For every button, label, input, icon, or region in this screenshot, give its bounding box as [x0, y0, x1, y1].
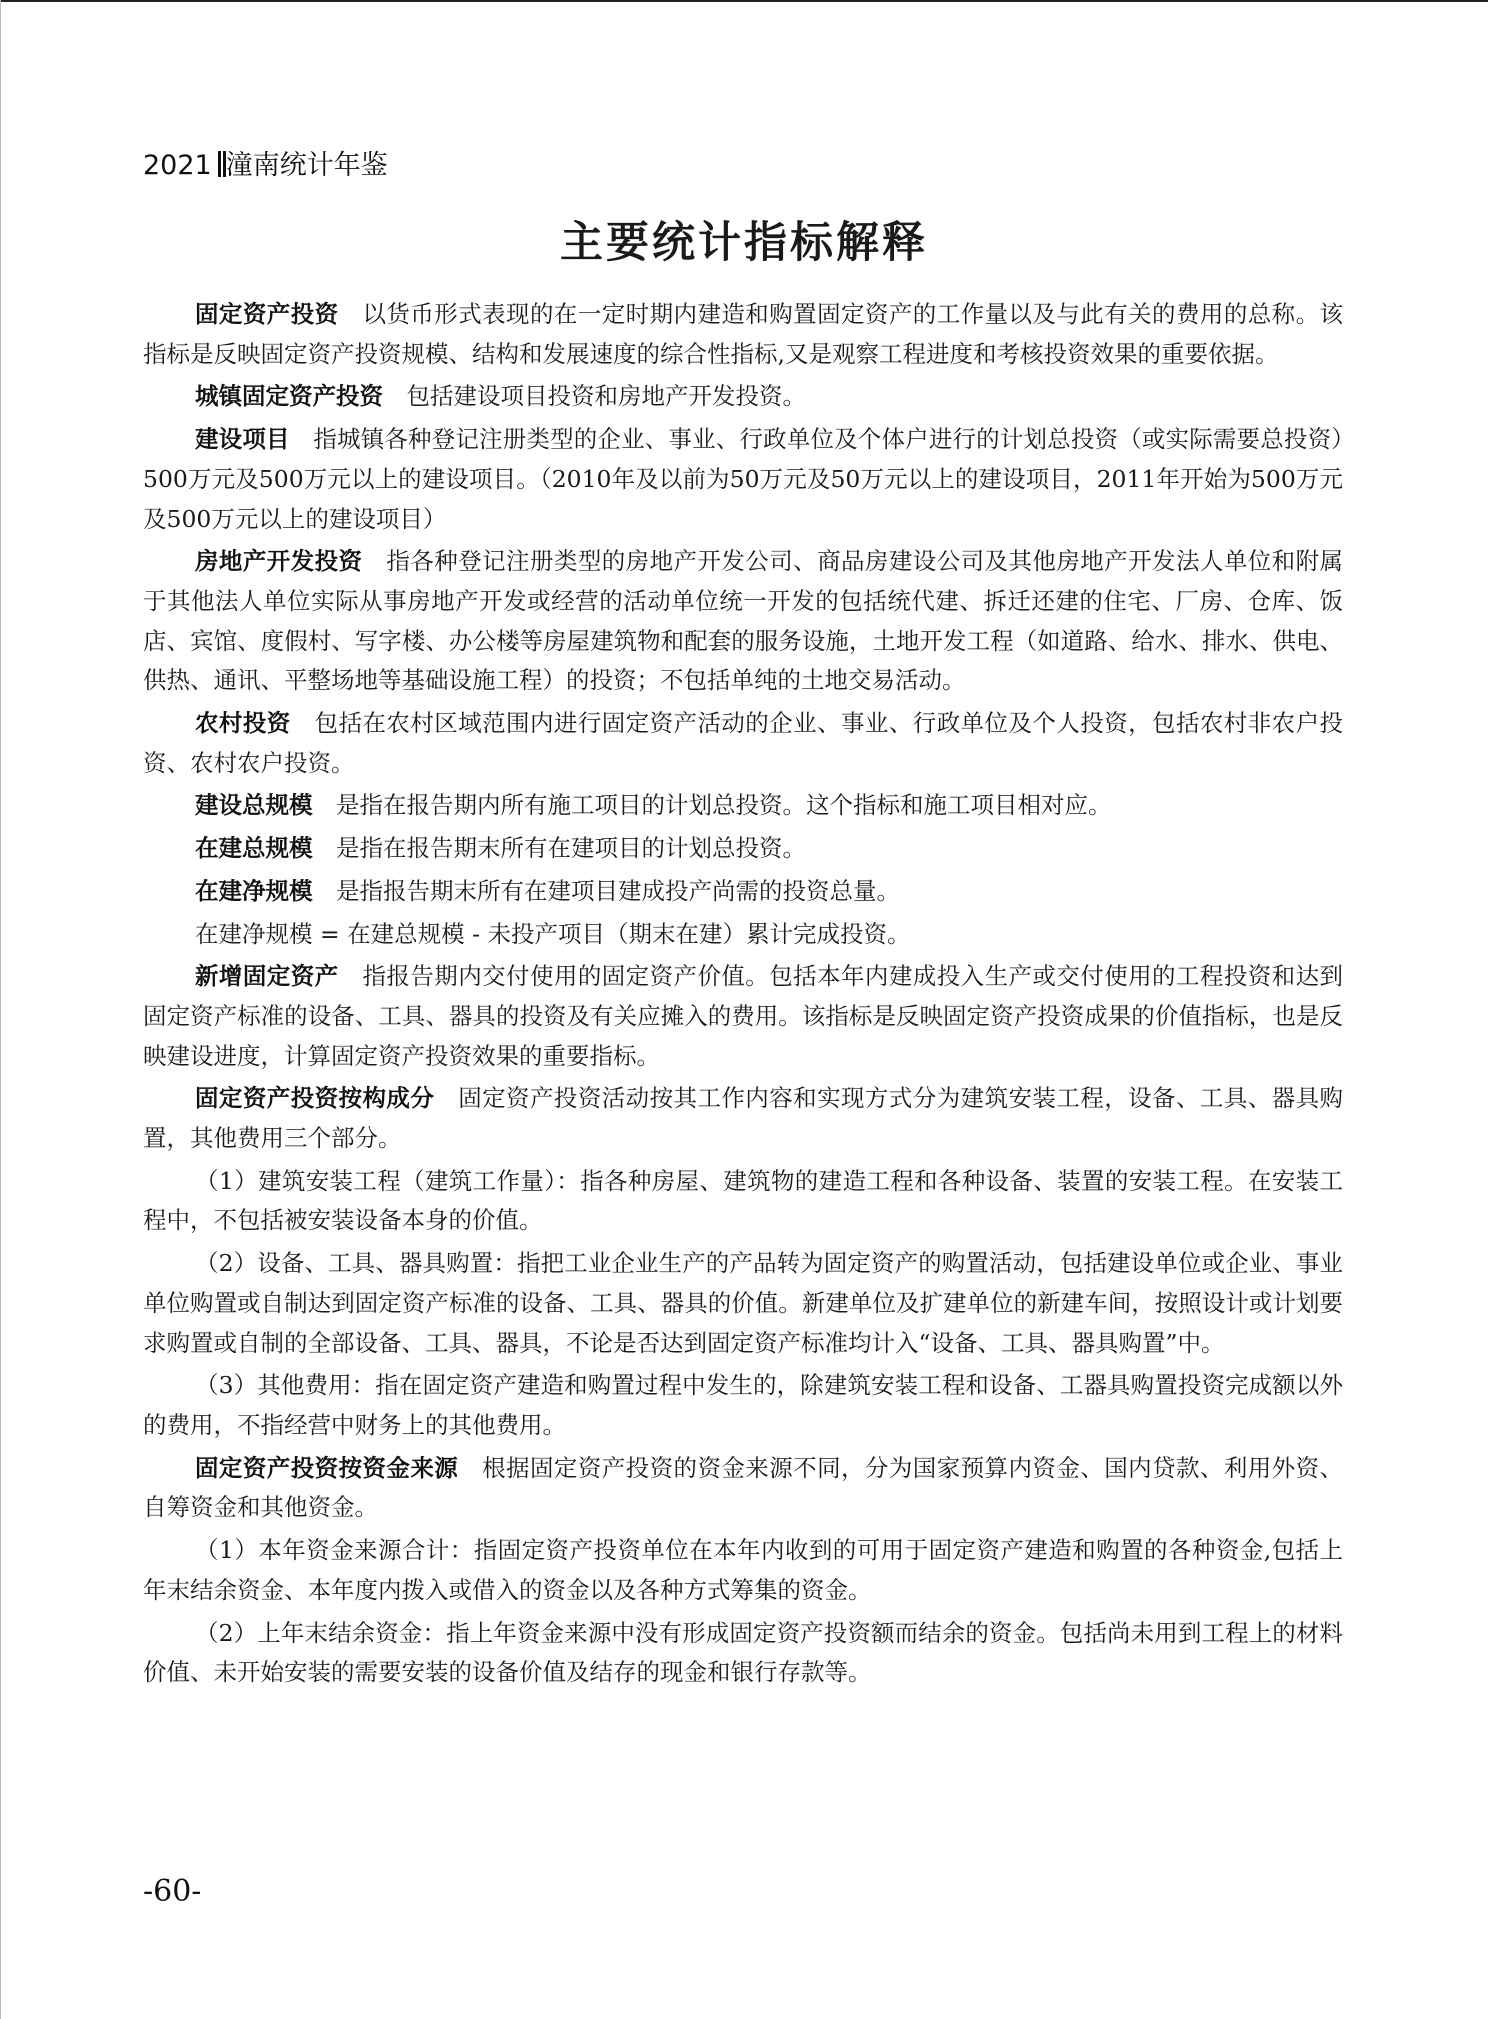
definition: 指城镇各种登记注册类型的企业、事业、行政单位及个体户进行的计划总投资（或实际需要总投资）500万元及500万元以上的建设项目。（2010年及以前为50万元及50万元以上的建设项目，2011年开始为500万元及500万元以上的建设项目）: [143, 425, 1343, 533]
paragraph: [143, 295, 1343, 374]
list-paragraph: [143, 1531, 1343, 1610]
term: 固定资产投资按资金来源: [195, 1453, 459, 1482]
definition: （3）其他费用：指在固定资产建造和购置过程中发生的，除建筑安装工程和设备、工器具购置投资完成额以外的费用，不指经营中财务上的其他费用。: [143, 1371, 1343, 1439]
term: 农村投资: [195, 709, 291, 738]
term: 在建净规模: [195, 876, 313, 905]
definition: 指各种登记注册类型的房地产开发公司、商品房建设公司及其他房地产开发法人单位和附属于其他法人单位实际从事房地产开发或经营的活动单位统一开发的包括统代建、拆迁还建的住宅、厂房、仓库、饭店、宾馆、度假村、写字楼、办公楼等房屋建筑物和配套的服务设施，土地开发工程（如道路、给水、排水、供电、供热、通讯、平整场地等基础设施工程）的投资；不包括单纯的土地交易活动。: [143, 547, 1344, 695]
term: 城镇固定资产投资: [195, 382, 383, 411]
definition: 是指在报告期内所有施工项目的计划总投资。这个指标和施工项目相对应。: [336, 791, 1112, 820]
paragraph: [143, 377, 1343, 417]
top-border: [0, 0, 1488, 2]
paragraph: [143, 420, 1343, 539]
definition: （2）上年末结余资金：指上年资金来源中没有形成固定资产投资额而结余的资金。包括尚未用到工程上的材料价值、未开始安装的需要安装的设备价值及结存的现金和银行存款等。: [143, 1618, 1343, 1687]
definition: （2）设备、工具、器具购置：指把工业企业生产的产品转为固定资产的购置活动，包括建设单位或企业、事业单位购置或自制达到固定资产标准的设备、工具、器具的价值。新建单位及扩建单位的新建车间，按照设计或计划要求购置或自制的全部设备、工具、器具，不论是否达到固定资产标准均计入“设备、工具、器具购置”中。: [143, 1249, 1343, 1357]
list-paragraph: [143, 1162, 1343, 1241]
paragraph: [143, 1079, 1343, 1158]
paragraph: [143, 872, 1343, 912]
header-book-title: 潼南统计年鉴: [225, 150, 388, 181]
paragraph: [143, 786, 1343, 826]
page-title: 主要统计指标解释: [560, 218, 928, 268]
definition: 以货币形式表现的在一定时期内建造和购置固定资产的工作量以及与此有关的费用的总称。该指标是反映固定资产投资规模、结构和发展速度的综合性指标,又是观察工程进度和考核投资效果的重要依据。: [143, 300, 1344, 368]
page-number: -60-: [143, 1874, 202, 1909]
list-paragraph: [143, 1244, 1343, 1363]
term: 建设项目: [195, 425, 290, 454]
definition: 包括在农村区域范围内进行固定资产活动的企业、事业、行政单位及个人投资，包括农村非农户投资、农村农户投资。: [143, 709, 1344, 777]
term: 固定资产投资: [195, 300, 339, 328]
definition: （1）本年资金来源合计：指固定资产投资单位在本年内收到的可用于固定资产建造和购置的各种资金,包括上年末结余资金、本年度内拨入或借入的资金以及各种方式筹集的资金。: [143, 1536, 1343, 1604]
paragraph: [143, 1449, 1343, 1528]
term: 固定资产投资按构成分: [195, 1084, 435, 1113]
running-header: [143, 148, 388, 184]
list-paragraph: [143, 1614, 1343, 1693]
paragraph: [143, 829, 1343, 869]
definition: 固定资产投资活动按其工作内容和实现方式分为建筑安装工程，设备、工具、器具购置，其他费用三个部分。: [143, 1084, 1344, 1153]
left-border: [0, 0, 1, 2019]
definition: 包括建设项目投资和房地产开发投资。: [406, 382, 806, 411]
header-year: 2021: [143, 150, 212, 181]
article-body: [143, 295, 1343, 1693]
term: 在建总规模: [195, 834, 313, 863]
term: 建设总规模: [195, 791, 313, 820]
list-paragraph: [143, 1366, 1343, 1445]
header-separator: [212, 148, 226, 184]
term: 新增固定资产: [195, 962, 339, 991]
definition: 是指在报告期末所有在建项目的计划总投资。: [336, 834, 806, 863]
definition: 是指报告期末所有在建项目建成投产尚需的投资总量。: [336, 876, 900, 905]
term: 房地产开发投资: [195, 547, 363, 576]
definition: 指报告期内交付使用的固定资产价值。包括本年内建成投入生产或交付使用的工程投资和达到固定资产标准的设备、工具、器具的投资及有关应摊入的费用。该指标是反映固定资产投资成果的价值指标，也是反映建设进度，计算固定资产投资效果的重要指标。: [143, 962, 1344, 1070]
paragraph: [143, 542, 1343, 701]
paragraph: [143, 957, 1343, 1076]
paragraph: [143, 704, 1343, 783]
definition: （1）建筑安装工程（建筑工作量）：指各种房屋、建筑物的建造工程和各种设备、装置的安装工程。在安装工程中，不包括被安装设备本身的价值。: [143, 1166, 1343, 1235]
definition: 根据固定资产投资的资金来源不同，分为国家预算内资金、国内贷款、利用外资、自筹资金和其他资金。: [143, 1453, 1344, 1522]
definition: 在建净规模 = 在建总规模 - 未投产项目（期末在建）累计完成投资。: [195, 919, 911, 948]
formula-paragraph: [143, 915, 1343, 955]
